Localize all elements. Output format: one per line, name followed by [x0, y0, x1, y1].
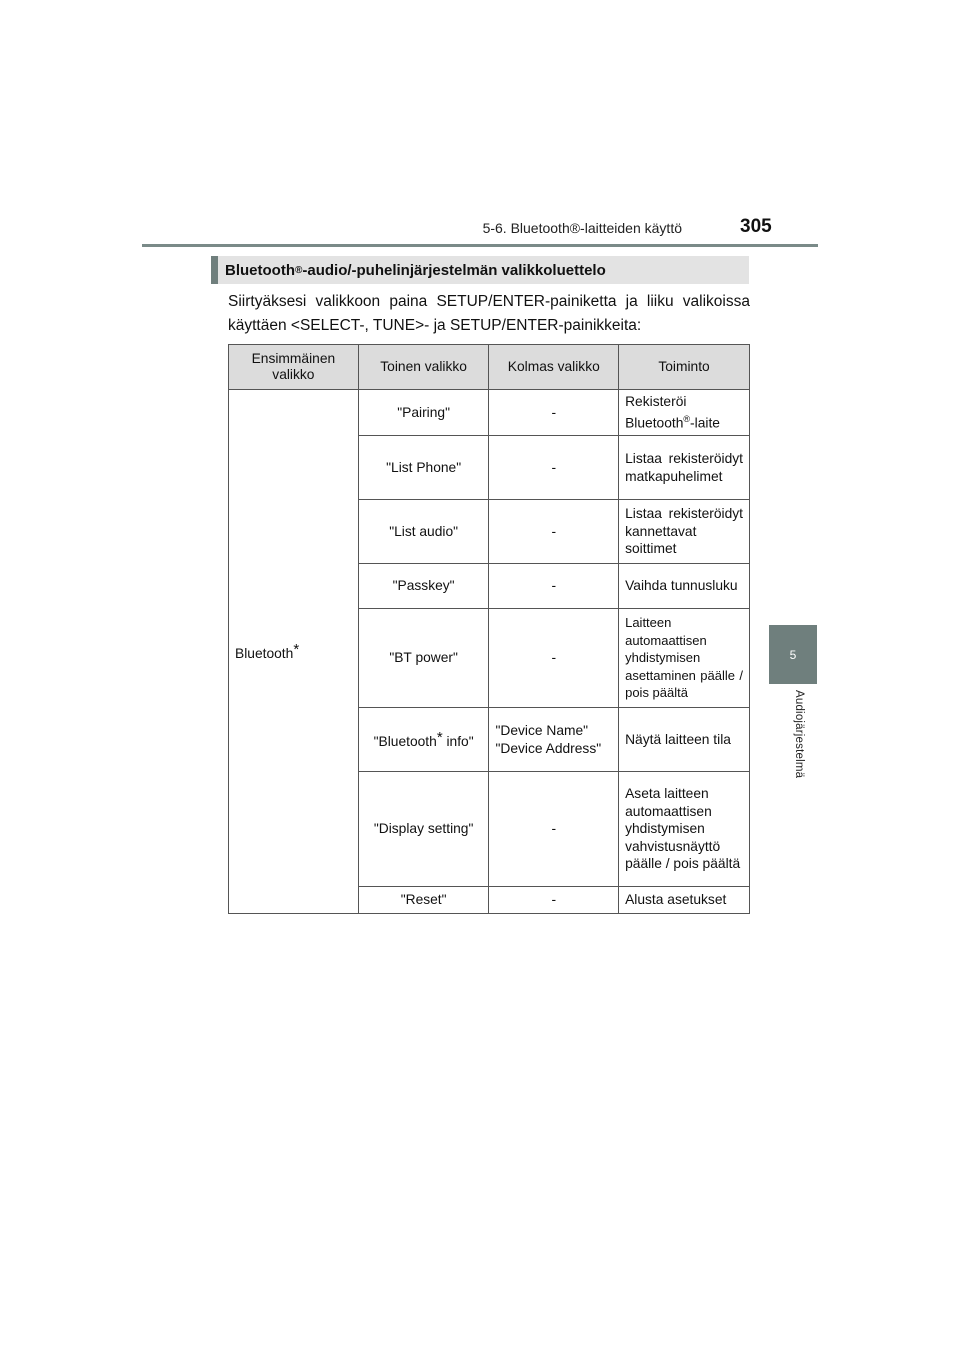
- third-menu-cell: -: [489, 887, 619, 914]
- registered-mark: ®: [683, 413, 691, 424]
- function-cell: Listaa rekisteröidyt kannettavat soittimet: [619, 500, 750, 564]
- first-menu-label: Bluetooth: [235, 645, 294, 661]
- header-first-menu: Ensimmäinen valikko: [229, 345, 359, 390]
- header-third-menu: Kolmas valikko: [489, 345, 619, 390]
- section-title: [211, 256, 749, 284]
- second-menu-cell: "Passkey": [358, 564, 489, 609]
- second-menu-text: "Bluetooth: [373, 733, 437, 749]
- function-cell: Listaa rekisteröidyt matkapuhelimet: [619, 436, 750, 500]
- second-menu-text: info": [442, 733, 474, 749]
- function-text: -laite: [690, 415, 720, 431]
- third-menu-cell: -: [489, 609, 619, 708]
- registered-mark: ®: [294, 264, 303, 276]
- third-menu-cell: -: [489, 390, 619, 436]
- function-cell: Laitteen automaattisen yhdistymisen asettaminen päälle / pois päältä: [619, 609, 750, 708]
- header-second-menu: Toinen valikko: [358, 345, 489, 390]
- header-rule: [142, 244, 818, 247]
- chapter-label: Audiojärjestelmä: [793, 690, 805, 779]
- function-cell: Aseta laitteen automaattisen yhdistymisen vahvistusnäyttö päälle / pois päältä: [619, 772, 750, 887]
- menu-table: [228, 344, 750, 914]
- header-function: Toiminto: [619, 345, 750, 390]
- function-cell: Alusta asetukset: [619, 887, 750, 914]
- chapter-tab: 5: [769, 625, 817, 684]
- section-title-prefix: Bluetooth: [225, 261, 295, 279]
- table-header-row: [229, 345, 750, 390]
- third-menu-cell: -: [489, 436, 619, 500]
- page-number: 305: [740, 216, 772, 237]
- second-menu-cell: "Reset": [358, 887, 489, 914]
- third-menu-cell: -: [489, 772, 619, 887]
- function-cell: [619, 390, 750, 436]
- second-menu-cell: "List audio": [358, 500, 489, 564]
- third-menu-cell: "Device Name" "Device Address": [489, 708, 619, 772]
- footnote-star: *: [293, 640, 300, 658]
- function-cell: Näytä laitteen tila: [619, 708, 750, 772]
- intro-paragraph: Siirtyäksesi valikkoon paina SETUP/ENTER-painiketta ja liiku valikoissa käyttäen <SELECT-, TUNE>- ja SETUP/ENTER-painikkeita:: [228, 293, 750, 334]
- first-menu-cell: [229, 390, 359, 914]
- third-menu-cell: -: [489, 500, 619, 564]
- second-menu-cell: [358, 708, 489, 772]
- running-header-section: 5-6. Bluetooth®-laitteiden käyttö: [482, 220, 682, 236]
- table-row: [229, 390, 750, 436]
- second-menu-cell: "List Phone": [358, 436, 489, 500]
- second-menu-cell: "Display setting": [358, 772, 489, 887]
- footnote-star: *: [436, 728, 443, 746]
- third-menu-cell: -: [489, 564, 619, 609]
- function-cell: Vaihda tunnusluku: [619, 564, 750, 609]
- second-menu-cell: "BT power": [358, 609, 489, 708]
- function-text: Rekisteröi: [625, 394, 687, 410]
- function-text: Bluetooth: [625, 415, 684, 431]
- section-title-suffix: -audio/-puhelinjärjestelmän valikkoluettelo: [302, 261, 606, 279]
- second-menu-cell: "Pairing": [358, 390, 489, 436]
